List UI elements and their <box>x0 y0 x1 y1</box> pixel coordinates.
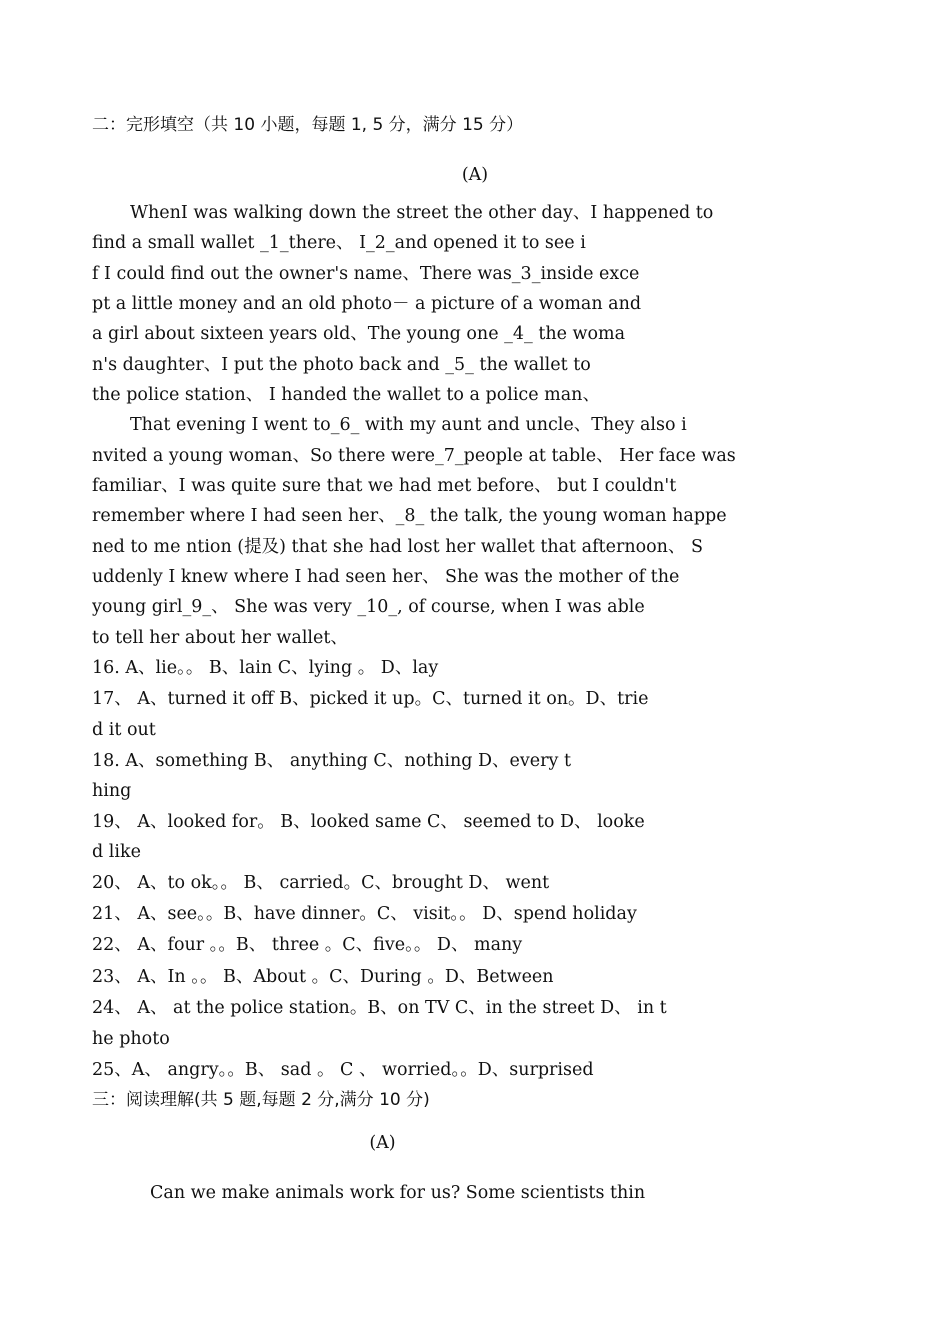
question-18: 18. A、something B、 anything C、nothing D、every t <box>92 751 571 771</box>
passage-line: That evening I went to_6_ with my aunt and uncle、They also i <box>130 415 687 435</box>
passage-line: ned to me ntion (提及) that she had lost her wallet that afternoon、 S <box>92 537 703 557</box>
question-22: 22、 A、four 。。B、 three 。C、five。。 D、 many <box>92 935 523 955</box>
passage-line: uddenly I knew where I had seen her、 She was the mother of the <box>92 567 680 587</box>
section-2-heading: 二：完形填空（共 10 小题，每题 1, 5 分，满分 15 分） <box>92 115 524 135</box>
question-19: 19、 A、looked for。 B、looked same C、 seemed to D、 looke <box>92 812 645 832</box>
section-2-part-label: (A) <box>461 165 489 185</box>
question-24-continued: he photo <box>92 1029 170 1049</box>
question-20: 20、 A、to ok。。 B、 carried。C、brought D、 went <box>92 873 550 893</box>
passage-line: pt a little money and an old photo－ a picture of a woman and <box>92 294 642 314</box>
question-25: 25、A、 angry。。B、 sad 。 C 、 worried。。D、surprised <box>92 1060 594 1080</box>
question-16: 16. A、lie。。 B、lain C、lying 。 D、lay <box>92 658 439 678</box>
question-19-continued: d like <box>92 842 141 862</box>
passage-line: f I could find out the owner's name、There was_3_inside exce <box>92 264 640 284</box>
passage-line: find a small wallet _1_there、 I_2_and opened it to see i <box>92 233 586 253</box>
passage-line: young girl_9_、 She was very _10_, of course, when I was able <box>92 597 645 617</box>
question-17-continued: d it out <box>92 720 156 740</box>
passage-line: WhenI was walking down the street the other day、I happened to <box>130 203 714 223</box>
question-24: 24、 A、 at the police station。B、on TV C、in the street D、 in t <box>92 998 667 1018</box>
passage-line: remember where I had seen her、_8_ the talk, the young woman happe <box>92 506 727 526</box>
passage-line: to tell her about her wallet、 <box>92 628 348 648</box>
passage-line: familiar、I was quite sure that we had met before、 but I couldn't <box>92 476 677 496</box>
passage-line: n's daughter、I put the photo back and _5_ the wallet to <box>92 355 591 375</box>
question-23: 23、 A、In 。。 B、About 。C、During 。D、Between <box>92 967 554 987</box>
passage-line: a girl about sixteen years old、The young one _4_ the woma <box>92 324 626 344</box>
question-21: 21、 A、see。。B、have dinner。C、 visit。。 D、spend holiday <box>92 904 637 924</box>
question-18-continued: hing <box>92 781 132 801</box>
section-3-part-label: (A) <box>369 1133 396 1153</box>
passage-line: the police station、 I handed the wallet to a police man、 <box>92 385 600 405</box>
reading-passage-first-line: Can we make animals work for us? Some scientists thin <box>150 1183 646 1203</box>
section-3-heading: 三：阅读理解(共 5 题,每题 2 分,满分 10 分) <box>92 1090 430 1110</box>
question-17: 17、 A、turned it off B、picked it up。C、turned it on。D、trie <box>92 689 649 709</box>
passage-line: nvited a young woman、So there were_7_people at table、 Her face was <box>92 446 736 466</box>
